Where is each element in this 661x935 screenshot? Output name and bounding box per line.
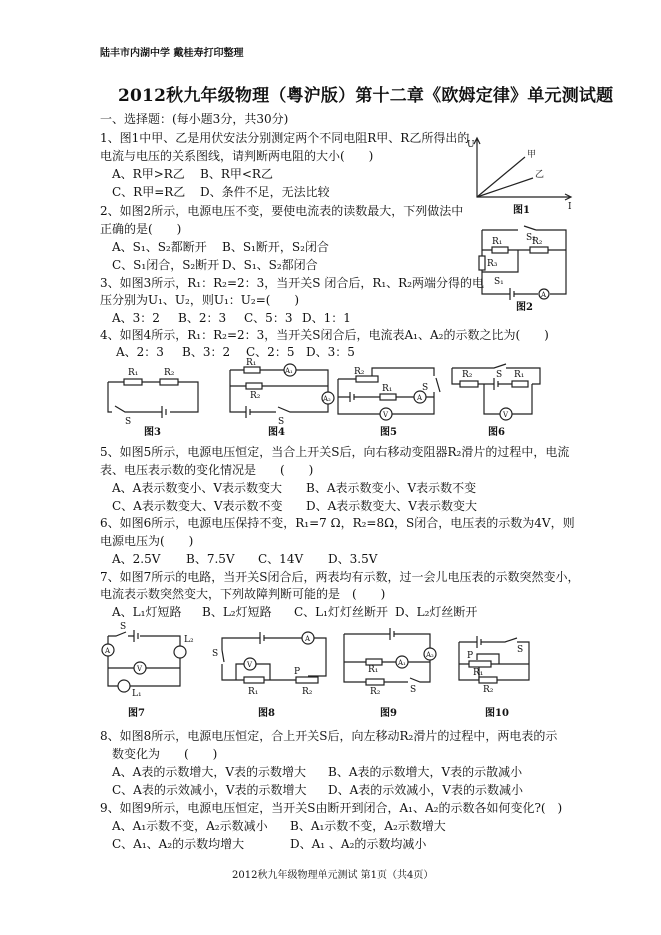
line-yi-label: 乙: [535, 170, 545, 180]
question-2-option-a: A、S₁、S₂都断开: [112, 240, 207, 254]
resistor-r3: [479, 256, 485, 270]
label-r1: R₁: [473, 668, 484, 678]
resistor-r1: [492, 247, 508, 253]
label-a: A: [417, 394, 423, 402]
question-5-option-d: D、A表示数变大、V表示数变大: [306, 499, 477, 513]
label-a: A: [105, 647, 111, 655]
question-9-option-d: D、A₁ 、A₂的示数均减小: [290, 837, 427, 851]
figure-2-circuit: [478, 222, 573, 313]
figure-caption: 图8: [258, 708, 275, 719]
label-a2: A₂: [426, 651, 434, 659]
figure-caption: 图1: [513, 205, 530, 216]
question-6-text: 6、如图6所示，电源电压保持不变，R₁=7 Ω，R₂=8Ω，S闭合，电压表的示数为4V，则: [100, 516, 575, 530]
label-a1: A₁: [285, 367, 293, 375]
label-r2: R₂: [250, 391, 261, 401]
label-p: P: [467, 651, 474, 661]
question-7-option-c: C、L₁灯灯丝断开: [294, 605, 388, 619]
question-4-text: 4、如图4所示，R₁：R₂=2：3，当开关S闭合后，电流表A₁、A₂的示数之比为( ): [100, 328, 549, 342]
figure-8-circuit: [212, 632, 326, 719]
question-8-option-b: B、A表的示数增大，V表的示散减小: [328, 765, 523, 779]
question-1-text: 电流与电压的关系图线，请判断两电阻的大小( ): [100, 149, 374, 163]
figure-4-circuit: [230, 358, 334, 438]
question-6-option-d: D、3.5V: [328, 552, 378, 566]
wires: [344, 634, 430, 682]
question-5-option-c: C、A表示数变大、V表示数不变: [112, 499, 283, 513]
figure-3-circuit: [108, 368, 198, 438]
question-2-text: 2、如图2所示，电源电压不变，要使电流表的读数最大，下列做法中: [100, 204, 464, 218]
question-1-option-a: A、R甲>R乙: [112, 167, 185, 181]
question-7-option-b: B、L₂灯短路: [202, 605, 272, 619]
question-3-text: 压分别为U₁、U₂，则U₁：U₂=( ): [100, 293, 300, 307]
label-r1: R₁: [492, 237, 503, 247]
label-r1: R₁: [128, 368, 139, 378]
question-1-option-d: D、条件不足，无法比较: [200, 185, 330, 199]
ammeter-label: A: [541, 291, 547, 299]
figure-caption: 图7: [128, 708, 145, 719]
question-9-text: 9、如图9所示，电源电压恒定，当开关S由断开到闭合，A₁、A₂的示数各如何变化?( ): [100, 801, 563, 815]
line-yi: [477, 178, 533, 197]
label-v: V: [137, 665, 143, 673]
label-r1: R₁: [382, 384, 393, 394]
question-6-text: 电源电压为( ): [100, 534, 194, 548]
question-9-option-c: C、A₁、A₂的示数均增大: [112, 837, 245, 851]
label-r1: R₁: [246, 358, 257, 368]
question-2-option-b: B、S₁断开，S₂闭合: [222, 240, 329, 254]
label-s: S: [212, 649, 219, 659]
label-s1: S₁: [494, 277, 504, 287]
figure-10-circuit: [459, 636, 529, 719]
question-5-option-a: A、A表示数变小、V表示数变大: [112, 481, 282, 495]
wires: [230, 370, 328, 412]
figure-caption: 图3: [144, 427, 161, 438]
label-l2: L₂: [184, 635, 194, 645]
question-8-text: 8、如图8所示，电源电压恒定，合上开关S后，向左移动R₂滑片的过程中，两电表的示: [100, 729, 558, 743]
label-s: S: [422, 383, 429, 393]
label-s: S: [278, 417, 285, 427]
question-7-option-d: D、L₂灯丝断开: [395, 605, 478, 619]
y-axis-label: U: [467, 140, 475, 150]
label-s: S: [410, 685, 417, 695]
resistor-r1: [244, 677, 264, 683]
figures-7-to-10: [100, 620, 560, 720]
label-r2: R₂: [462, 370, 473, 380]
page-header: 陆丰市内湖中学 戴桂寿打印整理: [100, 48, 244, 59]
question-4-option-d: D、3：5: [306, 345, 355, 359]
page-title: 2012秋九年级物理（粤沪版）第十二章《欧姆定律》单元测试题: [118, 86, 614, 106]
question-6-option-c: C、14V: [258, 552, 304, 566]
label-r2: R₂: [354, 367, 365, 377]
question-8-option-c: C、A表的示效减小，V表的示数增大: [112, 783, 307, 797]
rheostat-r1: [469, 661, 491, 667]
question-2-option-d: D、S₁、S₂都闭合: [222, 258, 318, 272]
question-9-option-a: A、A₁示数不变，A₂示数减小: [112, 819, 268, 833]
line-jia-label: 甲: [527, 150, 537, 160]
label-r3: R₃: [487, 259, 498, 269]
lamp-l2-icon: [174, 646, 186, 658]
wires: [108, 382, 198, 412]
label-a1: A₁: [398, 659, 406, 667]
label-a: A: [305, 635, 311, 643]
label-r2: R₂: [164, 368, 175, 378]
question-3-option-a: A、3：2: [112, 311, 160, 325]
question-9-option-b: B、A₁示数不变，A₂示数增大: [290, 819, 446, 833]
label-r2: R₂: [370, 687, 381, 697]
resistor-r2: [160, 379, 178, 385]
label-s2: S₂: [526, 233, 536, 243]
question-1-option-b: B、R甲<R乙: [200, 167, 273, 181]
label-p: P: [294, 667, 301, 677]
resistor-r2: [460, 381, 478, 387]
figure-6-circuit: [452, 364, 540, 438]
figure-9-circuit: [344, 628, 436, 719]
figure-1-ui-graph: [465, 135, 575, 215]
label-v: V: [503, 411, 509, 419]
question-3-option-d: D、1：1: [302, 311, 351, 325]
resistor-r2: [530, 247, 548, 253]
resistor-r2: [366, 679, 384, 685]
label-s: S: [120, 622, 127, 632]
figure-caption: 图10: [485, 708, 509, 719]
figure-5-circuit: [338, 367, 440, 438]
figures-3-to-6: [100, 358, 540, 438]
question-6-option-b: B、7.5V: [186, 552, 235, 566]
label-r2: R₂: [302, 687, 313, 697]
section-heading: 一、选择题：(每小题3分，共30分): [100, 112, 289, 126]
question-3-option-c: C、5：3: [244, 311, 293, 325]
line-jia: [477, 157, 525, 197]
question-7-text: 电流表示数突然变大，下列故障判断可能的是 ( ): [100, 587, 386, 601]
axes: [477, 139, 570, 197]
label-v: V: [247, 661, 253, 669]
page-footer: 2012秋九年级物理单元测试 第1页（共4页）: [232, 870, 434, 881]
label-s: S: [125, 417, 132, 427]
question-4-option-b: B、3：2: [182, 345, 231, 359]
question-5-option-b: B、A表示数变小、V表示数不变: [306, 481, 477, 495]
question-2-text: 正确的是( ): [100, 222, 182, 236]
question-7-text: 7、如图7所示的电路，当开关S闭合后，两表均有示数，过一会儿电压表的示数突然变小，: [100, 570, 580, 584]
rheostat-r2: [296, 677, 318, 683]
lamp-l1-icon: [118, 680, 130, 692]
label-r1: R₁: [514, 370, 525, 380]
label-r2: R₂: [532, 237, 543, 247]
label-s: S: [517, 645, 524, 655]
question-8-option-a: A、A表的示数增大，V表的示数增大: [112, 765, 306, 779]
label-v: V: [383, 411, 389, 419]
resistor-r1: [380, 394, 396, 400]
label-l1: L₁: [132, 689, 142, 699]
question-3-text: 3、如图3所示，R₁：R₂=2：3，当开关S 闭合后，R₁、R₂两端分得的电: [100, 276, 485, 290]
figure-caption: 图5: [380, 427, 397, 438]
label-s: S: [496, 370, 503, 380]
figure-7-circuit: [102, 622, 194, 719]
question-7-option-a: A、L₁灯短路: [112, 605, 182, 619]
figure-caption: 图6: [488, 427, 505, 438]
resistor-r2: [246, 383, 262, 389]
question-5-text: 表、电压表示数的变化情况是 ( ): [100, 463, 314, 477]
question-3-option-b: B、2：3: [178, 311, 227, 325]
figure-caption: 图9: [380, 708, 397, 719]
x-axis-label: I: [568, 202, 572, 212]
question-6-option-a: A、2.5V: [112, 552, 161, 566]
label-r1: R₁: [368, 665, 379, 675]
question-8-option-d: D、A表的示效减小，V表的示数减小: [328, 783, 523, 797]
axis-arrows: [474, 138, 571, 200]
wires: [108, 632, 180, 686]
question-5-text: 5、如图5所示，电源电压恒定，当合上开关S后，向右移动变阻器R₂滑片的过程中，电流: [100, 445, 570, 459]
question-8-text: 数变化为 ( ): [100, 747, 218, 761]
question-1-option-c: C、R甲=R乙: [112, 185, 186, 199]
resistor-r1: [512, 381, 528, 387]
figure-caption: 图4: [268, 427, 285, 438]
question-1-text: 1、图1中甲、乙是用伏安法分别测定两个不同电阻R甲、R乙所得出的: [100, 131, 470, 145]
question-4-option-a: A、2：3: [116, 345, 164, 359]
question-4-option-c: C、2：5: [246, 345, 295, 359]
label-a2: A₂: [323, 395, 331, 403]
label-r2: R₂: [483, 685, 494, 695]
label-r1: R₁: [248, 687, 259, 697]
figure-caption: 图2: [516, 302, 533, 313]
question-2-option-c: C、S₁闭合，S₂断开: [112, 258, 220, 272]
resistor-r1: [124, 379, 142, 385]
wires: [222, 638, 326, 680]
